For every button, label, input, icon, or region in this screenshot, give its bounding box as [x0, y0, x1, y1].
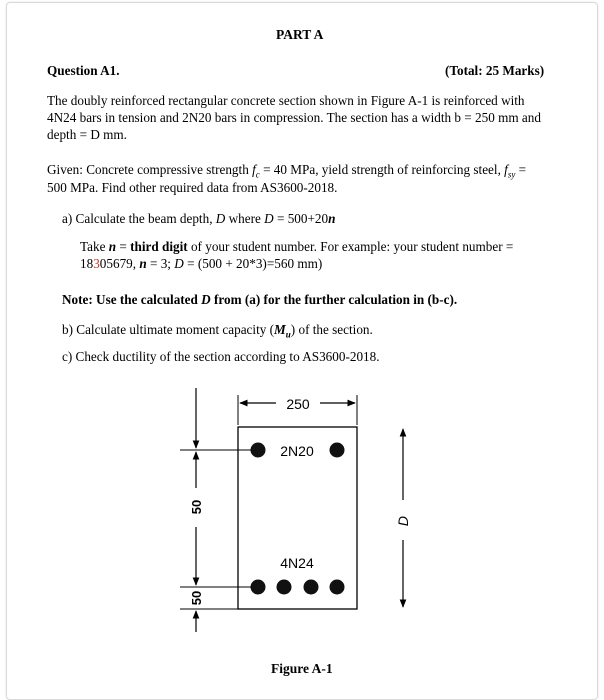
part-a-prefix: a) Calculate the beam depth, — [62, 211, 216, 226]
question-label: Question A1. — [47, 63, 120, 78]
note-a: Note: Use the calculated — [62, 292, 202, 307]
take-text-b: = — [116, 239, 131, 254]
fsy-subscript: sy — [507, 169, 516, 180]
part-b-a: b) Calculate ultimate moment capacity ( — [62, 322, 275, 337]
tension-bar-2 — [277, 580, 292, 595]
width-label: 250 — [286, 396, 310, 412]
upper-50-label: 50 — [189, 499, 204, 515]
given-line-2: 500 MPa. Find other required data from AS3600-2018. — [47, 180, 338, 195]
take-n2: n — [139, 256, 147, 271]
note-D: D — [201, 292, 211, 307]
take-text-a: Take — [80, 239, 109, 254]
part-b-M: M — [274, 322, 286, 337]
take-text-c: of your student number. For example: your student number = — [187, 239, 514, 254]
given-text-c: = — [515, 162, 527, 177]
compression-bar-left — [251, 443, 266, 458]
given-text-b: = 40 MPa, yield strength of reinforcing steel, — [259, 162, 505, 177]
intro-line-3: depth = D mm. — [47, 127, 127, 142]
student-number-third-digit: 3 — [93, 256, 100, 271]
question-marks: (Total: 25 Marks) — [445, 63, 545, 78]
part-b-b: ) of the section. — [290, 322, 373, 337]
part-a-D: D — [215, 211, 226, 226]
part-c-line: c) Check ductility of the section according to AS3600-2018. — [62, 349, 380, 364]
bottom-bars-label: 4N24 — [280, 555, 314, 571]
figure-caption: Figure A-1 — [271, 661, 333, 676]
given-text-a: Given: Concrete compressive strength — [47, 162, 249, 177]
top-bars-label: 2N20 — [280, 443, 314, 459]
part-a-n: n — [328, 211, 336, 226]
note-b: from (a) for the further calculation in (b-c). — [210, 292, 458, 307]
take-text-e: = (500 + 20*3)=560 mm) — [183, 256, 323, 271]
fsy-symbol: f — [504, 162, 508, 177]
fc-subscript: c — [255, 169, 260, 180]
part-title: PART A — [276, 27, 324, 42]
compression-bar-right — [330, 443, 345, 458]
depth-label: D — [395, 515, 411, 527]
fc-symbol: f — [252, 162, 256, 177]
take-n: n — [108, 239, 117, 254]
intro-line-2: 4N24 bars in tension and 2N20 bars in compression. The section has a width b = 250 mm and — [47, 110, 541, 125]
take-text-d: = 3; — [146, 256, 175, 271]
part-b-sub: u — [285, 329, 291, 340]
part-a-mid: where — [225, 211, 265, 226]
take-D: D — [174, 256, 184, 271]
tension-bar-1 — [251, 580, 266, 595]
part-a-D2: D — [264, 211, 274, 226]
student-number-a: 18 — [80, 256, 94, 271]
part-a-formula: = 500+20 — [273, 211, 329, 226]
take-bold: third digit — [130, 239, 188, 254]
student-number-b: 05679, — [99, 256, 140, 271]
intro-line-1: The doubly reinforced rectangular concrete section shown in Figure A-1 is reinforced with — [47, 93, 525, 108]
tension-bar-4 — [330, 580, 345, 595]
tension-bar-3 — [304, 580, 319, 595]
lower-50-label: 50 — [189, 590, 204, 606]
